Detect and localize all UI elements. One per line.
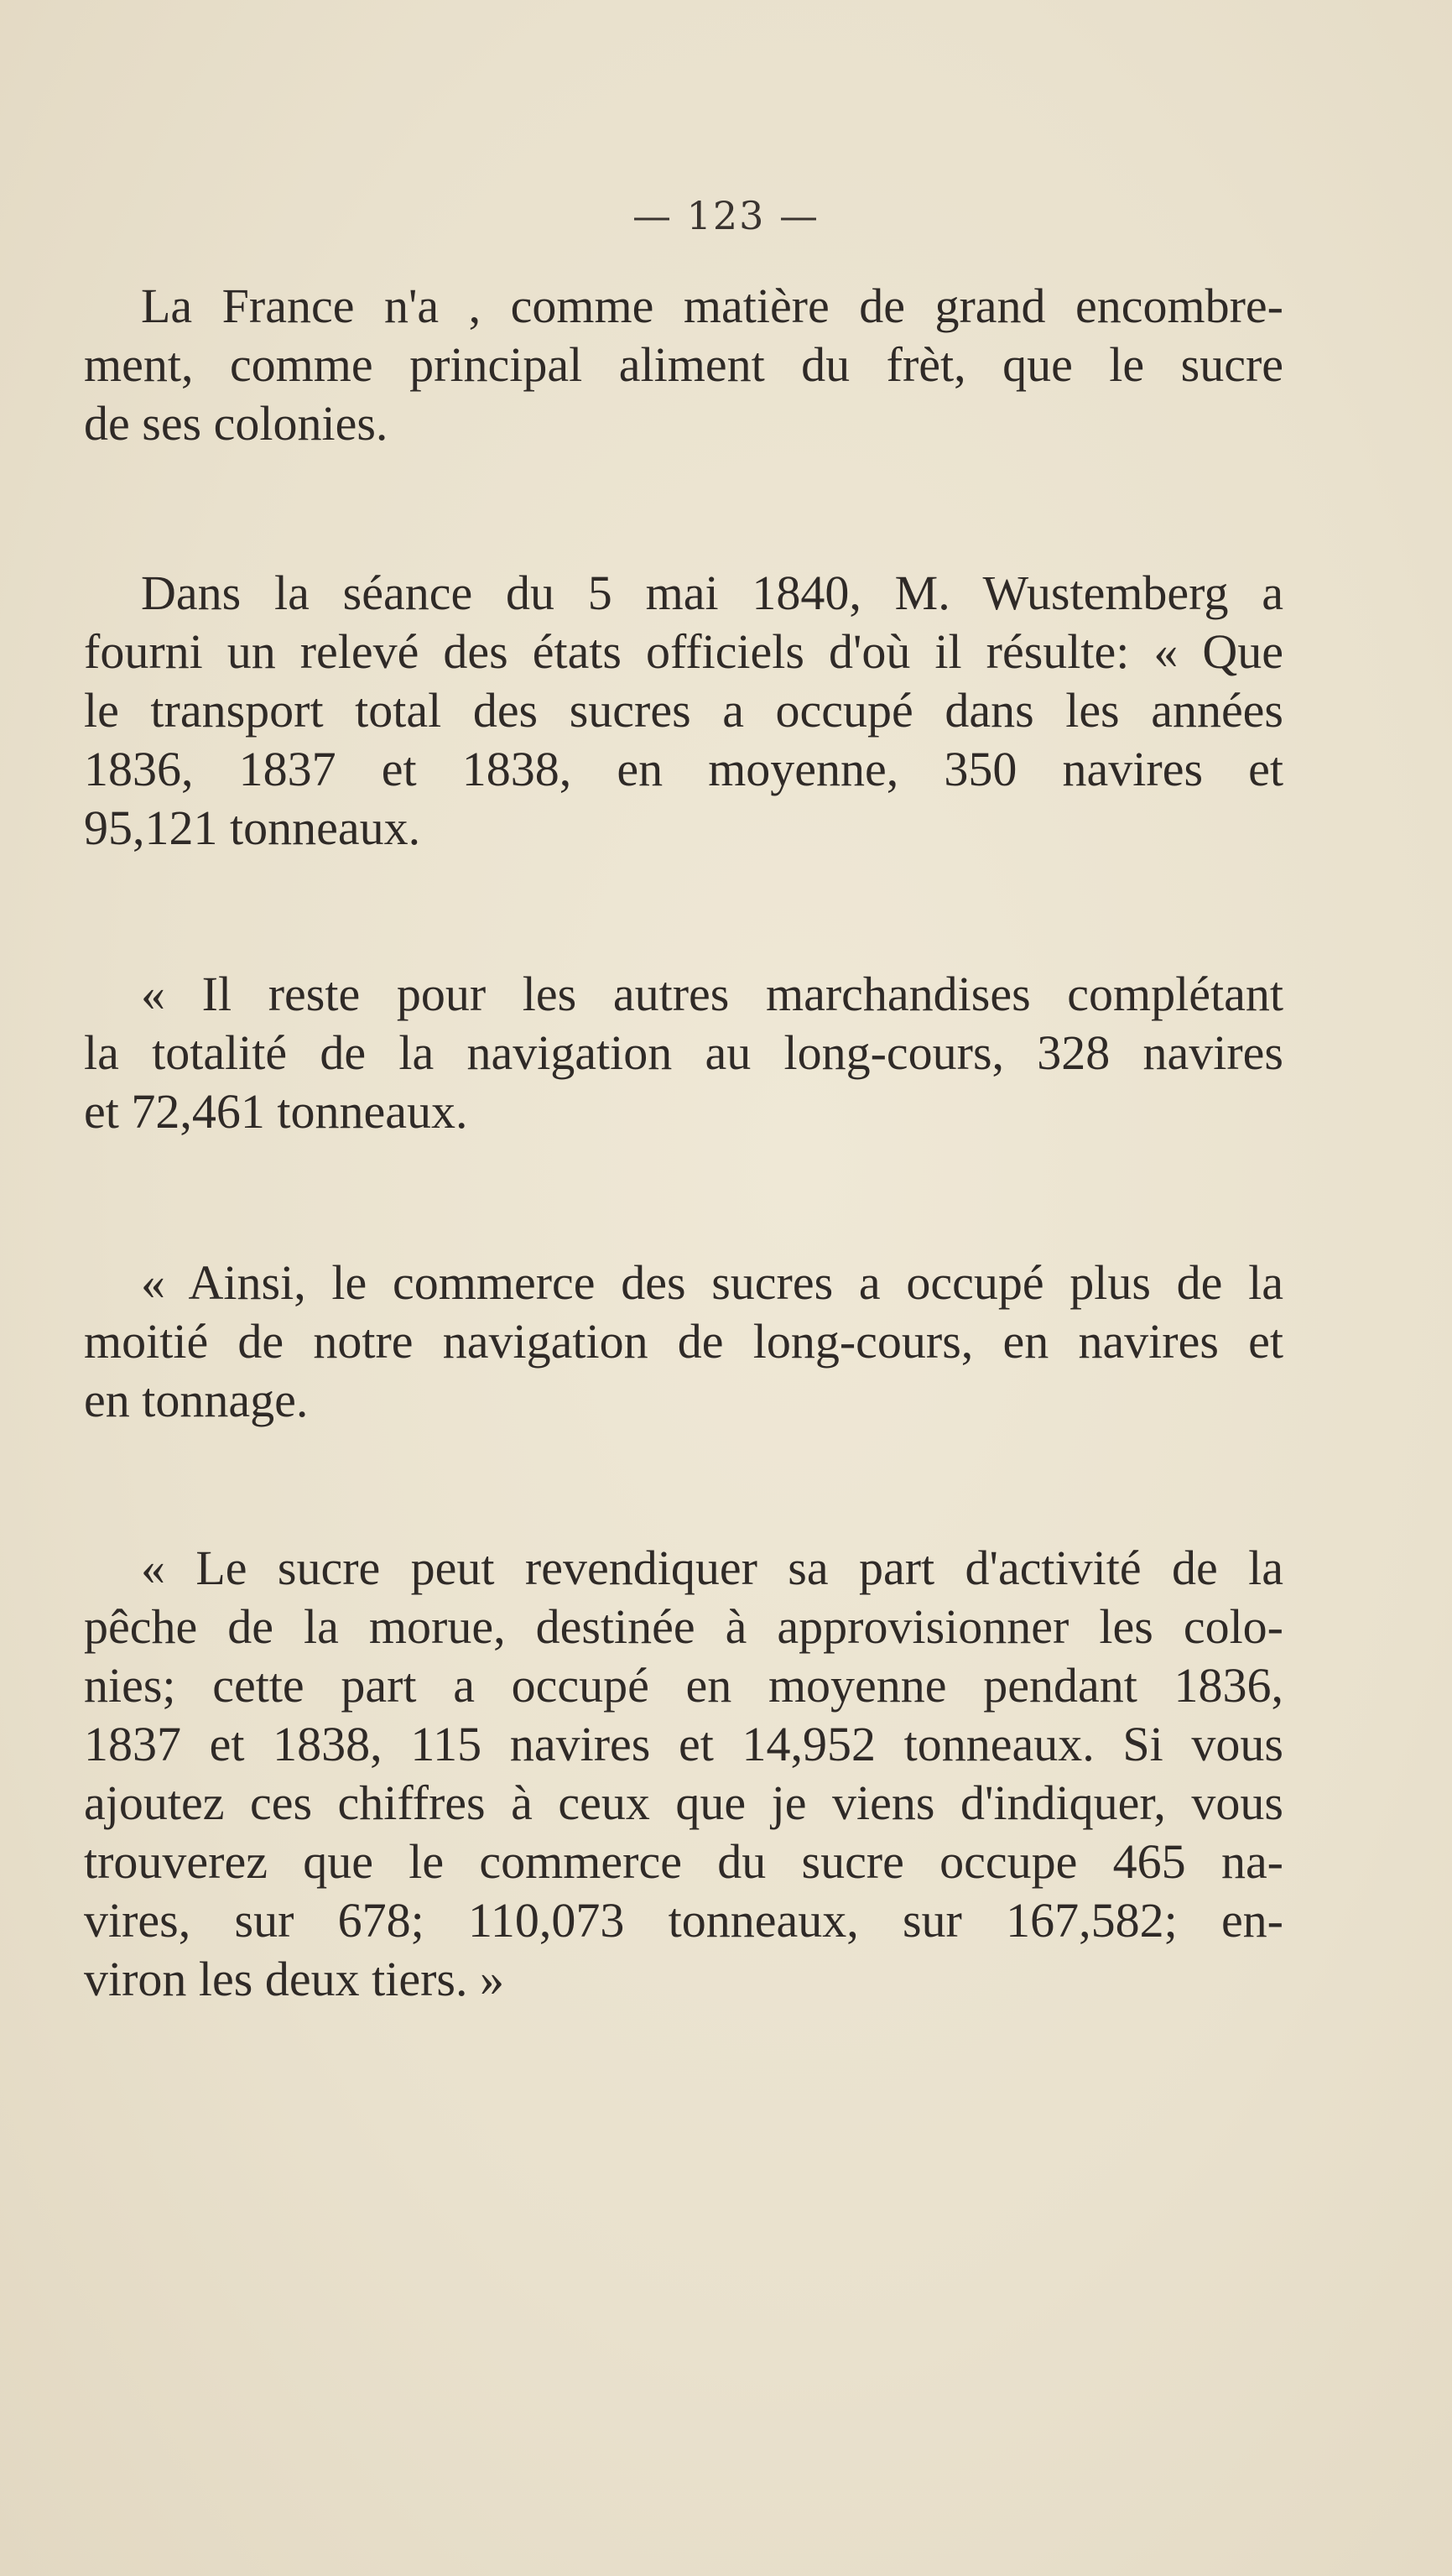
body-text [84, 252, 1283, 2009]
text-line: 95,121 tonneaux. [84, 800, 421, 855]
text-line: et 72,461 tonneaux. [84, 1084, 468, 1139]
text-line: trouverez que le commerce du sucre occupe 465 na- [84, 1834, 1283, 1889]
paragraph-1 [84, 277, 1283, 453]
text-line: fourni un relevé des états officiels d'où il résulte: « Que [84, 624, 1283, 679]
text-line: nies; cette part a occupé en moyenne pendant 1836, [84, 1658, 1283, 1713]
paragraph-2 [84, 564, 1283, 858]
text-line: 1837 et 1838, 115 navires et 14,952 tonneaux. Si vous [84, 1717, 1283, 1771]
text-line: ajoutez ces chiffres à ceux que je viens d'indiquer, vous [84, 1776, 1283, 1830]
text-line: le transport total des sucres a occupé dans les années [84, 683, 1283, 738]
text-line: moitié de notre navigation de long-cours, en navires et [84, 1314, 1283, 1369]
text-line: de ses colonies. [84, 396, 388, 451]
paragraph-3 [84, 965, 1283, 1141]
text-line: « Ainsi, le commerce des sucres a occupé plus de la [141, 1255, 1283, 1310]
paragraph-4 [84, 1254, 1283, 1430]
text-line: 1836, 1837 et 1838, en moyenne, 350 navires et [84, 742, 1283, 796]
text-line: Dans la séance du 5 mai 1840, M. Wustemberg a [141, 566, 1283, 620]
page-number: — 123 — [632, 193, 820, 238]
text-line: la totalité de la navigation au long-cours, 328 navires [84, 1025, 1283, 1080]
text-line: pêche de la morue, destinée à approvisionner les colo- [84, 1599, 1283, 1654]
text-line: La France n'a , comme matière de grand encombre- [141, 279, 1283, 333]
paragraph-5 [84, 1539, 1283, 2009]
text-line: en tonnage. [84, 1373, 309, 1427]
text-line: « Il reste pour les autres marchandises complétant [141, 967, 1283, 1021]
text-line: « Le sucre peut revendiquer sa part d'activité de la [141, 1541, 1283, 1595]
text-line: viron les deux tiers. » [84, 1952, 504, 2006]
text-line: vires, sur 678; 110,073 tonneaux, sur 167,582; en- [84, 1893, 1283, 1948]
text-line: ment, comme principal aliment du frèt, que le sucre [84, 337, 1283, 392]
